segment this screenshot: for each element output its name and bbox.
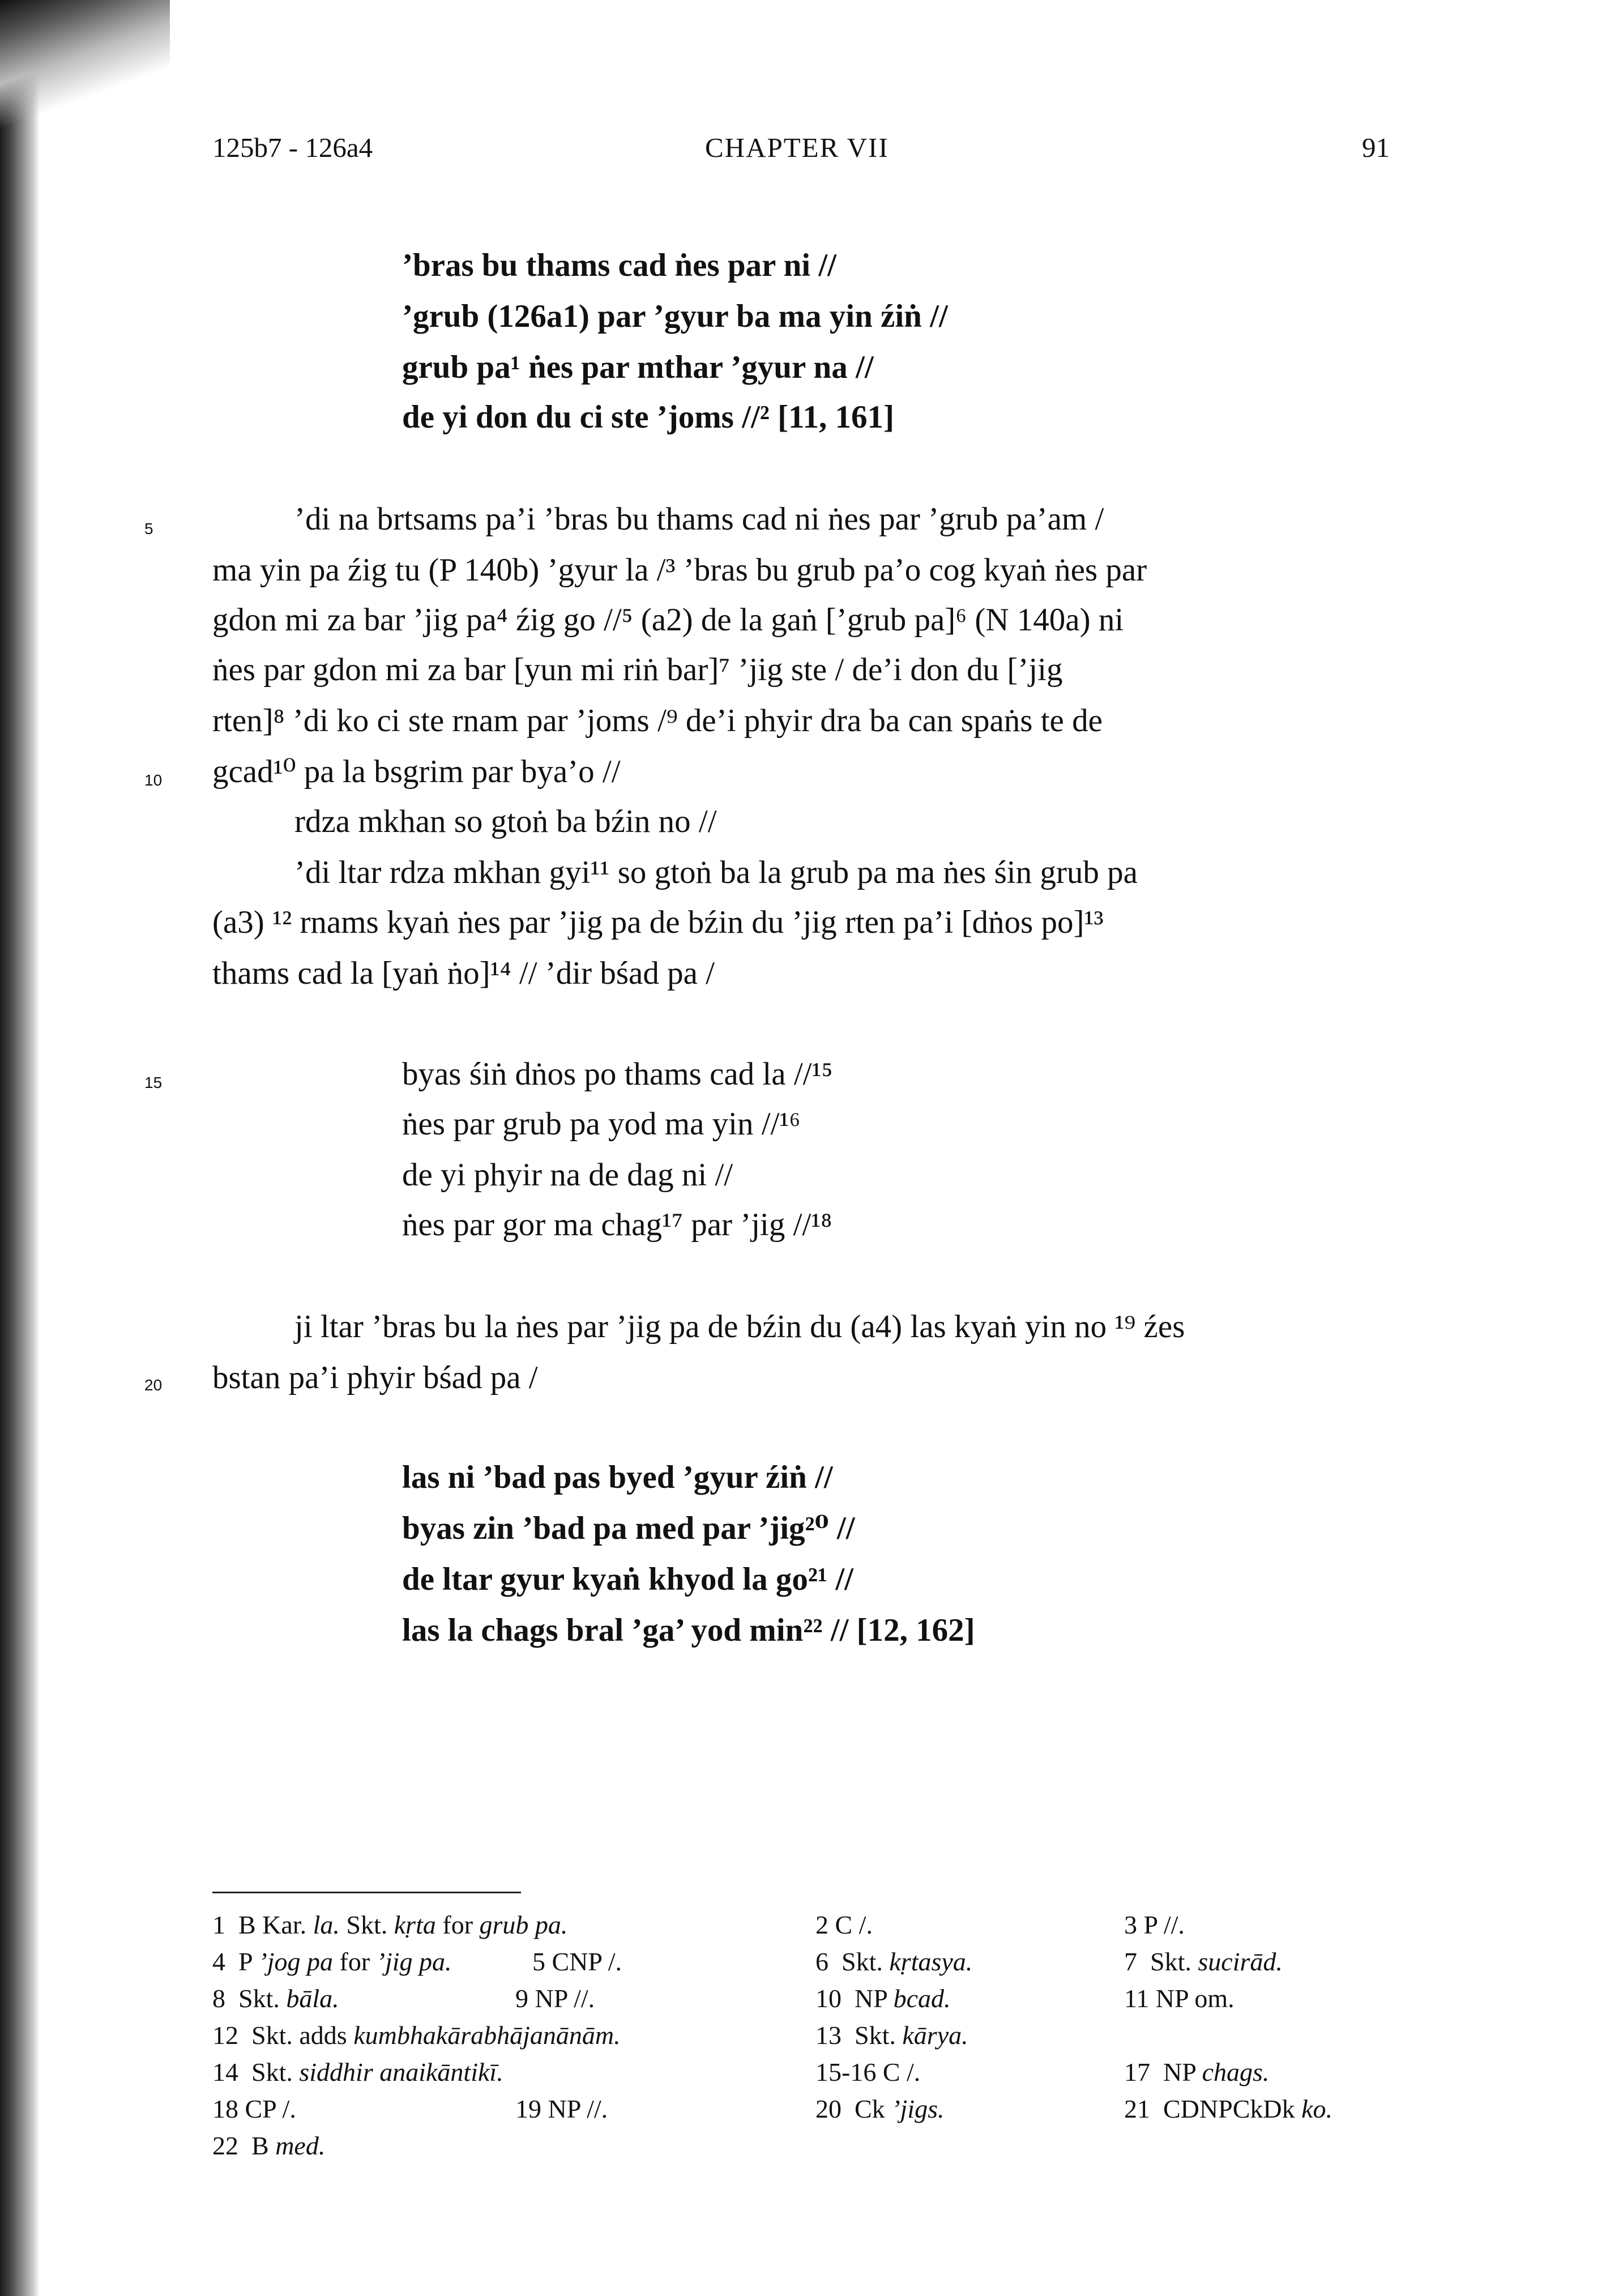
prose2-line-2: ’di ltar rdza mkhan gyi¹¹ so gtoṅ ba la grub pa ma ṅes śin grub pa [294,855,1138,890]
verse2-line-3: de yi phyir na de dag ni // [402,1157,733,1193]
verse3-line-3: de ltar gyur kyaṅ khyod la go²¹ // [402,1561,853,1597]
line-number-15: 15 [144,1074,163,1091]
footnote-6: 6 Skt. kṛtasya. [815,1947,973,1976]
running-head-chapter: CHAPTER VII [705,132,889,163]
footnote-separator [212,1892,521,1893]
footnote-8: 8 Skt. bāla. [212,1984,339,2013]
footnote-4: 4 P ’jog pa for ’jig pa. [212,1947,452,1976]
book-spine-shadow [0,0,40,2296]
prose1-line-1: ’di na brtsams pa’i ’bras bu thams cad ni ṅes par ’grub pa’am / [294,501,1104,537]
footnote-20: 20 Ck ’jigs. [815,2094,945,2123]
footnote-21: 21 CDNPCkDk ko. [1124,2094,1333,2123]
footnote-9: 9 NP //. [515,1984,595,2013]
prose3-line-1: ji ltar ’bras bu la ṅes par ’jig pa de bźin du (a4) las kyaṅ yin no ¹⁹ źes [294,1309,1185,1345]
verse2-line-1: byas śiṅ dṅos po thams cad la //¹⁵ [402,1056,833,1092]
prose1-line-5: rten]⁸ ’di ko ci ste rnam par ’joms /⁹ de’i phyir dra ba can spaṅs te de [212,703,1103,739]
verse1-line-4: de yi don du ci ste ’joms //² [11, 161] [402,399,894,435]
corner-shadow [0,0,170,147]
footnote-3: 3 P //. [1124,1910,1185,1939]
footnote-19: 19 NP //. [515,2094,608,2123]
prose1-line-3: gdon mi za bar ’jig pa⁴ źig go //⁵ (a2) de la gaṅ [’grub pa]⁶ (N 140a) ni [212,602,1124,638]
page-number: 91 [1362,132,1390,163]
footnote-18: 18 CP /. [212,2094,296,2123]
footnote-5: 5 CNP /. [532,1947,622,1976]
verse2-line-2: ṅes par grub pa yod ma yin //¹⁶ [402,1106,801,1142]
footnote-12: 12 Skt. adds kumbhakārabhājanānām. [212,2021,621,2050]
prose2-line-3: (a3) ¹² rnams kyaṅ ṅes par ’jig pa de bźin du ’jig rten pa’i [dṅos po]¹³ [212,904,1104,940]
verse2-line-4: ṅes par gor ma chag¹⁷ par ’jig //¹⁸ [402,1207,832,1243]
line-number-20: 20 [144,1376,163,1394]
footnote-2: 2 C /. [815,1910,873,1939]
footnote-22: 22 B med. [212,2131,326,2160]
prose1-line-6: gcad¹⁰ pa la bsgrim par bya’o // [212,754,621,789]
verse1-line-1: ’bras bu thams cad ṅes par ni // [402,247,837,283]
line-number-5: 5 [144,520,153,537]
footnote-13: 13 Skt. kārya. [815,2021,968,2050]
prose2-line-1: rdza mkhan so gtoṅ ba bźin no // [294,804,717,839]
footnote-15-16: 15-16 C /. [815,2058,921,2086]
verse1-line-2: ’grub (126a1) par ’gyur ba ma yin źiṅ // [402,298,948,334]
verse3-line-4: las la chags bral ’ga’ yod min²² // [12, 162] [402,1612,975,1648]
footnote-1: 1 B Kar. la. Skt. kṛta for grub pa. [212,1910,568,1939]
verse3-line-1: las ni ’bad pas byed ’gyur źiṅ // [402,1459,833,1495]
footnote-17: 17 NP chags. [1124,2058,1270,2086]
footnote-10: 10 NP bcad. [815,1984,951,2013]
footnote-14: 14 Skt. siddhir anaikāntikī. [212,2058,503,2086]
footnote-11: 11 NP om. [1124,1984,1235,2013]
verse3-line-2: byas zin ’bad pa med par ’jig²⁰ // [402,1510,855,1546]
footnote-7: 7 Skt. sucirād. [1124,1947,1283,1976]
verse1-line-3: grub pa¹ ṅes par mthar ’gyur na // [402,349,874,385]
line-number-10: 10 [144,771,163,789]
prose2-line-4: thams cad la [yaṅ ṅo]¹⁴ // ’dir bśad pa / [212,955,715,991]
prose1-line-4: ṅes par gdon mi za bar [yun mi riṅ bar]⁷ ’jig ste / de’i don du [’jig [212,652,1063,688]
prose1-line-2: ma yin pa źig tu (P 140b) ’gyur la /³ ’bras bu grub pa’o cog kyaṅ ṅes par [212,552,1147,588]
prose3-line-2: bstan pa’i phyir bśad pa / [212,1360,538,1395]
running-head-folios: 125b7 - 126a4 [212,132,373,163]
